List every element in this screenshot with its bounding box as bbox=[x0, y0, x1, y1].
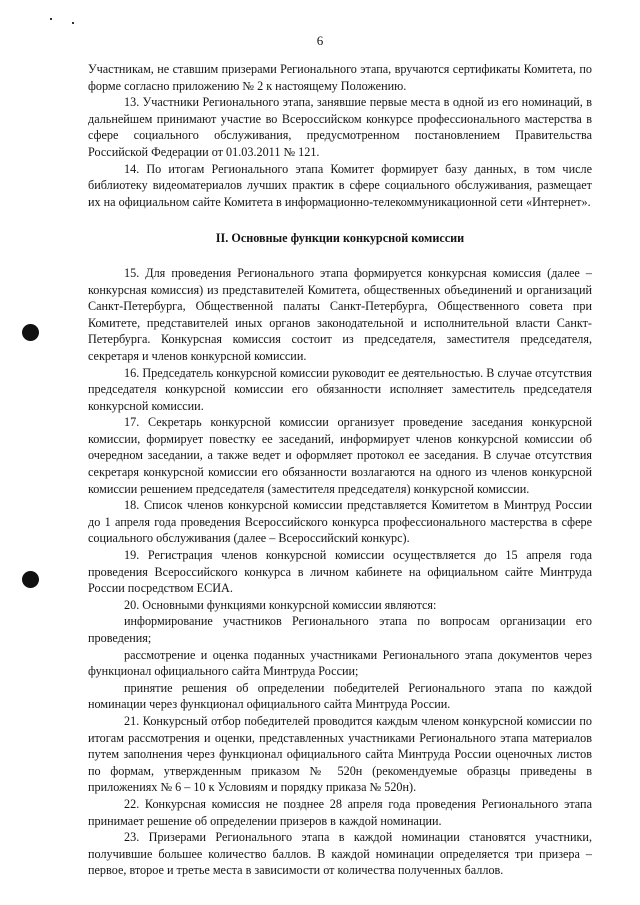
paragraph-13: 13. Участники Регионального этапа, занявшие первые места в одной из его номинаций, в дальнейшем принимают участие во Всероссийском конкурсе профессионального мастерства в сфере социального обслуживания, предусмотренном постановлением Правительства Российской Федерации от 01.03.2011 № 121. bbox=[88, 95, 592, 159]
paragraph-23: 23. Призерами Регионального этапа в каждой номинации становятся участники, получившие большее количество баллов. В каждой номинации определяется три призера – первое, второе и третье места в зависимости от количества полученных баллов. bbox=[88, 830, 592, 878]
paragraph-15: 15. Для проведения Регионального этапа формируется конкурсная комиссия (далее – конкурсная комиссия) из представителей Комитета, общественных объединений и организаций Санкт-Петербурга, Общественной палаты Санкт-Петербурга, Общественного совета при Комитете, представителей иных органов законодательной и исполнительной власти Санкт-Петербурга. Конкурсная комиссия состоит из председателя, заместителя председателя, секретаря и членов конкурсной комиссии. bbox=[88, 265, 592, 363]
paragraph-continuation: Участникам, не ставшим призерами Регионального этапа, вручаются сертификаты Комитета, по форме согласно приложению № 2 к настоящему Положению. bbox=[88, 62, 592, 93]
paragraph-20-item-3: принятие решения об определении победителей Регионального этапа по каждой номинации через функционал официального сайта Минтруда России. bbox=[88, 680, 592, 712]
document-body bbox=[88, 61, 592, 879]
punch-hole-top bbox=[22, 324, 39, 341]
punch-hole-bottom bbox=[22, 571, 39, 588]
paragraph-17: 17. Секретарь конкурсной комиссии организует проведение заседания конкурсной комиссии, формирует повестку ее заседаний, информирует членов конкурсной комиссии об очередном заседании, а также ведет и оформляет протокол ее заседания. В случае отсутствия секретаря конкурсной комиссии его обязанности возлагаются на одного из членов конкурсной комиссии решением председателя (заместителя председателя) конкурсной комиссии. bbox=[88, 415, 592, 496]
paragraph-22: 22. Конкурсная комиссия не позднее 28 апреля года проведения Регионального этапа принимает решение об определении призеров в каждой номинации. bbox=[88, 796, 592, 828]
paragraph-18: 18. Список членов конкурсной комиссии представляется Комитетом в Минтруд России до 1 апреля года проведения Всероссийского конкурса профессионального мастерства в сфере социального обслуживания (далее – Всероссийский конкурс). bbox=[88, 498, 592, 546]
page-number: 6 bbox=[316, 33, 324, 48]
paragraph-20: 20. Основными функциями конкурсной комиссии являются: bbox=[124, 597, 437, 612]
paragraph-20-item-1: информирование участников Регионального этапа по вопросам организации его проведения; bbox=[88, 614, 592, 645]
section-heading: II. Основные функции конкурсной комиссии bbox=[215, 231, 465, 246]
paragraph-16: 16. Председатель конкурсной комиссии руководит ее деятельностью. В случае отсутствия председателя конкурсной комиссии его обязанности исполняет заместитель председателя конкурсной комиссии. bbox=[88, 365, 592, 413]
paragraph-21: 21. Конкурсный отбор победителей проводится каждым членом конкурсной комиссии по итогам рассмотрения и оценки, представленных участниками Регионального этапа материалов путем заполнения через функционал официального сайта Минтруда России оценочных листов по формам, утвержденным приказом № 520н (рекомендуемые образцы приведены в приложениях № 6 – 10 к Условиям и порядку приказа № 520н). bbox=[88, 713, 592, 795]
paragraph-19: 19. Регистрация членов конкурсной комиссии осуществляется до 15 апреля года проведения Всероссийского конкурса в личном кабинете на официальном сайте Минтруда России посредством ЕСИА. bbox=[88, 548, 592, 596]
paragraph-20-item-2: рассмотрение и оценка поданных участниками Регионального этапа документов через функционал официального сайта Минтруда России; bbox=[88, 647, 592, 679]
paragraph-14: 14. По итогам Регионального этапа Комитет формирует базу данных, в том числе библиотеку видеоматериалов лучших практик в сфере социального обслуживания, размещает их на официальном сайте Комитета в информационно-телекоммуникационной сети «Интернет». bbox=[88, 161, 592, 209]
scan-speck bbox=[72, 22, 74, 24]
scan-speck bbox=[50, 18, 52, 20]
